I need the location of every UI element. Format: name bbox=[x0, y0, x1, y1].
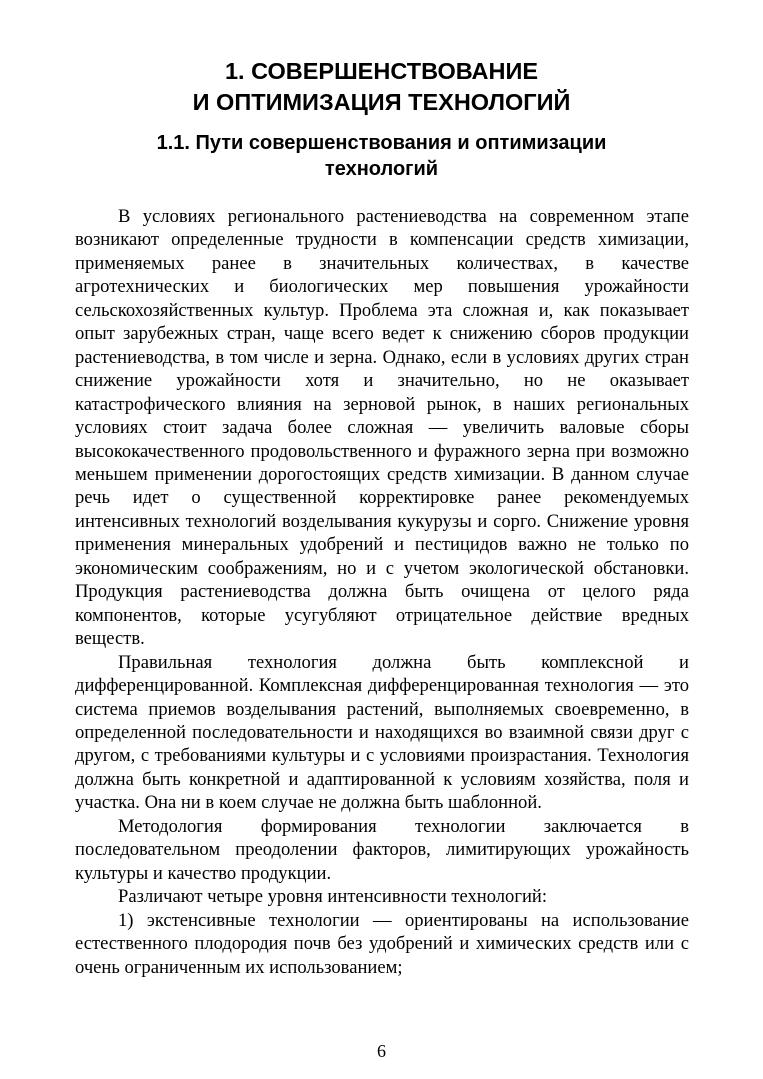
chapter-title-line-1: 1. СОВЕРШЕНСТВОВАНИЕ bbox=[224, 58, 539, 84]
section-title-line-1: 1.1. Пути совершенствования и оптимизации bbox=[156, 132, 607, 154]
chapter-title-line-2: И ОПТИМИЗАЦИЯ ТЕХНОЛОГИЙ bbox=[192, 89, 571, 115]
paragraph-methodology: Методология формирования технологии заключается в последовательном преодолении факторов, лимитирующих урожайность культуры и качество продукции. bbox=[75, 815, 689, 884]
section-title-line-2: технологий bbox=[324, 158, 439, 180]
paragraph-extensive: 1) экстенсивные технологии — ориентированы на использование естественного плодородия почв без удобрений и химических средств или с очень ограниченным их использованием; bbox=[75, 909, 689, 978]
chapter-title bbox=[0, 56, 763, 118]
section-title bbox=[0, 130, 763, 182]
page-number: 6 bbox=[377, 1041, 386, 1061]
paragraph-technology: Правильная технология должна быть комплексной и дифференцированной. Комплексная дифференцированная технология — это система приемов возделывания растений, выполняемых своевременно, в определенной последовательности и находящихся во взаимной связи друг с другом, с требованиями культуры и с условиями произрастания. Технология должна быть конкретной и адаптированной к условиям хозяйства, поля и участка. Она ни в коем случае не должна быть шаблонной. bbox=[75, 651, 689, 814]
paragraph-intro: В условиях регионального растениеводства на современном этапе возникают определенные трудности в компенсации средств химизации, применяемых ранее в значительных количествах, в качестве агротехнических и биологических мер повышения урожайности сельскохозяйственных культур. Проблема эта сложная и, как показывает опыт зарубежных стран, чаще всего ведет к снижению сборов продукции растениеводства, в том числе и зерна. Однако, если в условиях других стран снижение урожайности хотя и значительно, но не оказывает катастрофического влияния на зерновой рынок, в наших региональных условиях стоит задача более сложная — увеличить валовые сборы высококачественного продовольственного и фуражного зерна при возможно меньшем применении дорогостоящих средств химизации. В данном случае речь идет о существенной корректировке ранее рекомендуемых интенсивных технологий возделывания кукурузы и сорго. Снижение уровня применения минеральных удобрений и пестицидов важно не только по экономическим соображениям, но и с учетом экологической обстановки. Продукция растениеводства должна быть очищена от целого ряда компонентов, которые усугубляют отрицательное действие вредных веществ. bbox=[75, 206, 689, 650]
body-text bbox=[75, 205, 689, 979]
paragraph-levels: Различают четыре уровня интенсивности технологий: bbox=[118, 886, 548, 908]
